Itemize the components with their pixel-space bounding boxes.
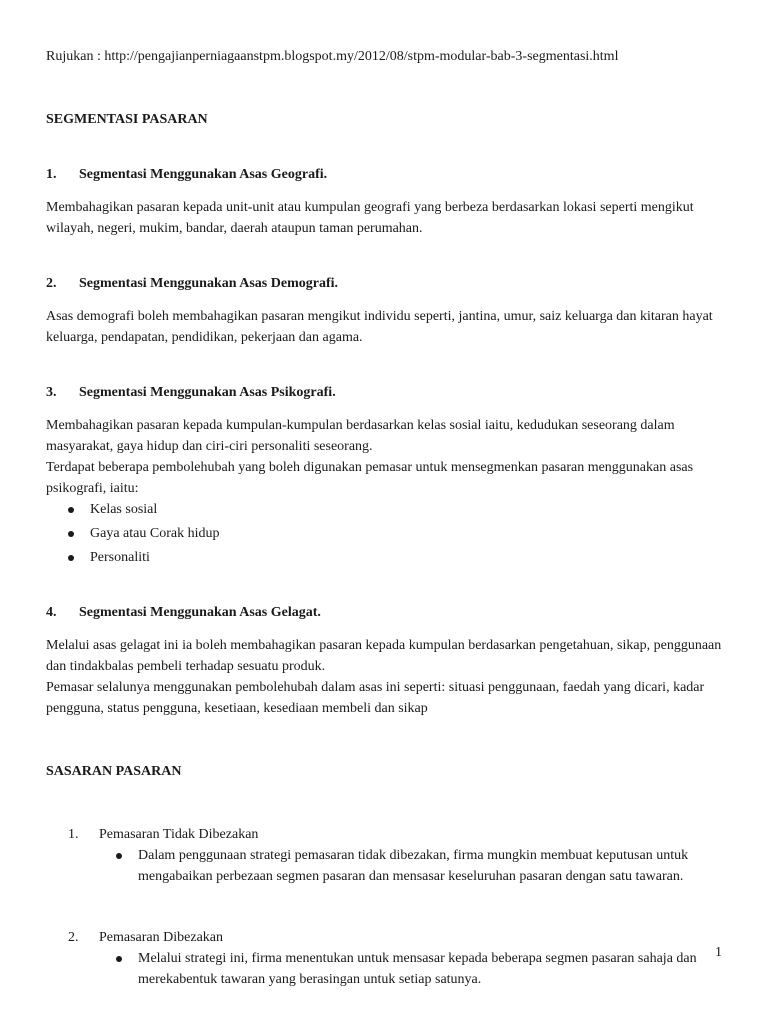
item-2-body <box>46 306 726 348</box>
list-item: Personaliti <box>66 547 726 568</box>
list-item: Melalui strategi ini, firma menentukan untuk mensasar kepada beberapa segmen pasaran sahaja dan merekabentuk tawaran yang berasingan untuk setiap satunya. <box>114 948 726 990</box>
target-list <box>46 824 726 990</box>
paragraph: Terdapat beberapa pembolehubah yang boleh digunakan pemasar untuk mensegmenkan pasaran menggunakan asas psikografi, iaitu: <box>46 460 694 496</box>
page-number: 1 <box>715 945 722 960</box>
target-item-2 <box>46 927 726 990</box>
heading-text: Segmentasi Menggunakan Asas Psikografi. <box>79 385 336 400</box>
document-page <box>46 46 726 990</box>
heading-number: 3. <box>46 385 57 400</box>
reference-line: Rujukan : http://pengajianperniagaanstpm.blogspot.my/2012/08/stpm-modular-bab-3-segmentasi.html <box>46 49 619 64</box>
item-1-body <box>46 197 726 239</box>
paragraph: Pemasar selalunya menggunakan pembolehubah dalam asas ini seperti: situasi penggunaan, faedah yang dicari, kadar pengguna, status pengguna, kesetiaan, kesediaan membeli dan sikap <box>46 680 705 716</box>
list-item: Dalam penggunaan strategi pemasaran tidak dibezakan, firma mungkin membuat keputusan untuk mengabaikan perbezaan segmen pasaran dan mensasar keseluruhan pasaran dengan satu tawaran. <box>114 845 726 887</box>
target-item-1 <box>46 824 726 887</box>
target-item-head <box>46 927 726 948</box>
target-number: 2. <box>68 930 79 945</box>
heading-item-1 <box>46 164 726 185</box>
target-item-head <box>46 824 726 845</box>
item-4-body <box>46 635 726 719</box>
target-bullet-list <box>46 948 726 990</box>
heading-item-2 <box>46 273 726 294</box>
heading-text: Segmentasi Menggunakan Asas Geografi. <box>79 167 328 182</box>
target-number: 1. <box>68 827 79 842</box>
heading-number: 4. <box>46 605 57 620</box>
section-title-sasaran: SASARAN PASARAN <box>46 764 182 779</box>
heading-item-4 <box>46 602 726 623</box>
paragraph: Asas demografi boleh membahagikan pasaran mengikut individu seperti, jantina, umur, saiz keluarga dan kitaran hayat keluarga, pendapatan, pendidikan, pekerjaan dan agama. <box>46 309 713 345</box>
bullet-list <box>46 499 726 568</box>
paragraph: Membahagikan pasaran kepada kumpulan-kumpulan berdasarkan kelas sosial iaitu, kedudukan seseorang dalam masyarakat, gaya hidup dan ciri-ciri personaliti seseorang. <box>46 418 675 454</box>
section-title-segmentasi: SEGMENTASI PASARAN <box>46 112 208 127</box>
heading-text: Segmentasi Menggunakan Asas Gelagat. <box>79 605 321 620</box>
heading-number: 1. <box>46 167 57 182</box>
target-label: Pemasaran Tidak Dibezakan <box>99 827 259 842</box>
heading-number: 2. <box>46 276 57 291</box>
heading-text: Segmentasi Menggunakan Asas Demografi. <box>79 276 339 291</box>
target-bullet-list <box>46 845 726 887</box>
heading-item-3 <box>46 382 726 403</box>
paragraph: Membahagikan pasaran kepada unit-unit atau kumpulan geografi yang berbeza berdasarkan lokasi seperti mengikut wilayah, negeri, mukim, bandar, daerah ataupun taman perumahan. <box>46 200 694 236</box>
list-item: Gaya atau Corak hidup <box>66 523 726 544</box>
target-label: Pemasaran Dibezakan <box>99 930 223 945</box>
paragraph: Melalui asas gelagat ini ia boleh membahagikan pasaran kepada kumpulan berdasarkan pengetahuan, sikap, penggunaan dan tindakbalas pembeli terhadap sesuatu produk. <box>46 638 722 674</box>
item-3-body <box>46 415 726 568</box>
list-item: Kelas sosial <box>66 499 726 520</box>
